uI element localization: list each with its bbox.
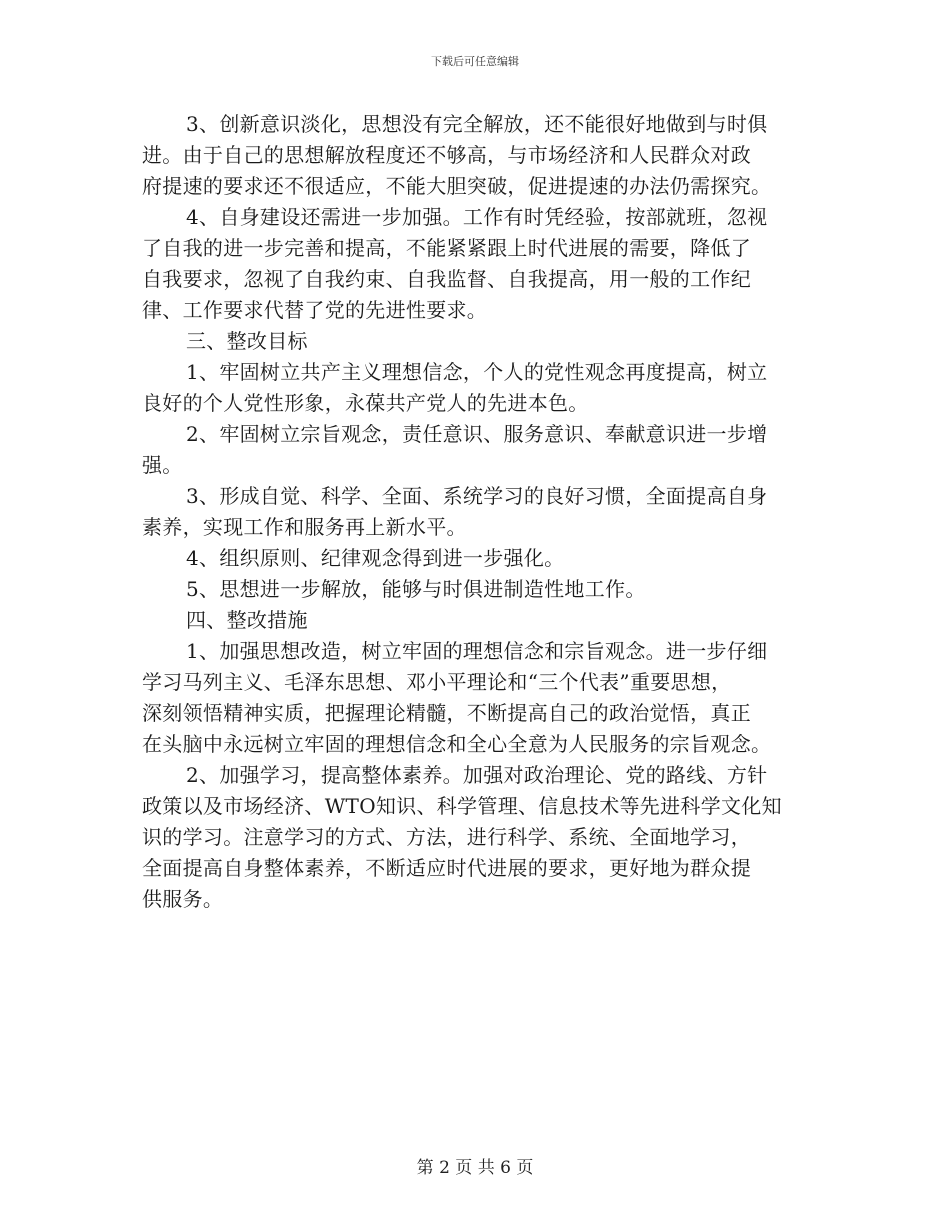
text-line: 4、自身建设还需进一步加强。工作有时凭经验，按部就班，忽视 <box>186 205 768 229</box>
text-line: 2、牢固树立宗旨观念，责任意识、服务意识、奉献意识进一步增 <box>186 422 768 446</box>
text-line: 了自我的进一步完善和提高，不能紧紧跟上时代进展的需要，降低了 <box>142 236 751 260</box>
text-line: 识的学习。注意学习的方式、方法，进行科学、系统、全面地学习， <box>142 825 751 849</box>
text-line: 5、思想进一步解放，能够与时俱进制造性地工作。 <box>186 577 646 601</box>
text-line: 政策以及市场经济、WTO知识、科学管理、信息技术等先进科学文化知 <box>142 794 782 818</box>
text-line: 府提速的要求还不很适应，不能大胆突破，促进提速的办法仍需探究。 <box>142 174 772 198</box>
text-line: 素养，实现工作和服务再上新水平。 <box>142 515 467 539</box>
text-line: 自我要求，忽视了自我约束、自我监督、自我提高，用一般的工作纪 <box>142 267 751 291</box>
text-line: 1、加强思想改造，树立牢固的理想信念和宗旨观念。进一步仔细 <box>186 639 768 663</box>
text-line: 深刻领悟精神实质，把握理论精髓，不断提高自己的政治觉悟，真正 <box>142 701 751 725</box>
text-line: 律、工作要求代替了党的先进性要求。 <box>142 298 488 322</box>
text-line: 强。 <box>142 453 183 477</box>
text-line: 4、组织原则、纪律观念得到进一步强化。 <box>186 546 565 570</box>
text-line: 全面提高自身整体素养，不断适应时代进展的要求，更好地为群众提 <box>142 856 751 880</box>
text-line: 四、整改措施 <box>186 608 308 632</box>
text-line: 良好的个人党性形象，永葆共产党人的先进本色。 <box>142 391 589 415</box>
text-line: 3、形成自觉、科学、全面、系统学习的良好习惯，全面提高自身 <box>186 484 768 508</box>
text-line: 供服务。 <box>142 887 224 911</box>
document-body <box>142 109 807 915</box>
text-line: 在头脑中永远树立牢固的理想信念和全心全意为人民服务的宗旨观念。 <box>142 732 772 756</box>
page-header: 下载后可任意编辑 <box>431 55 519 68</box>
text-line: 1、牢固树立共产主义理想信念，个人的党性观念再度提高，树立 <box>186 360 768 384</box>
text-line: 3、创新意识淡化，思想没有完全解放，还不能很好地做到与时俱 <box>186 112 768 136</box>
text-line: 2、加强学习，提高整体素养。加强对政治理论、党的路线、方针 <box>186 763 768 787</box>
text-line: 三、整改目标 <box>186 329 308 353</box>
text-line: 进。由于自己的思想解放程度还不够高，与市场经济和人民群众对政 <box>142 143 751 167</box>
page-footer: 第 2 页 共 6 页 <box>416 1158 534 1178</box>
text-line: 学习马列主义、毛泽东思想、邓小平理论和“三个代表”重要思想， <box>142 670 732 694</box>
